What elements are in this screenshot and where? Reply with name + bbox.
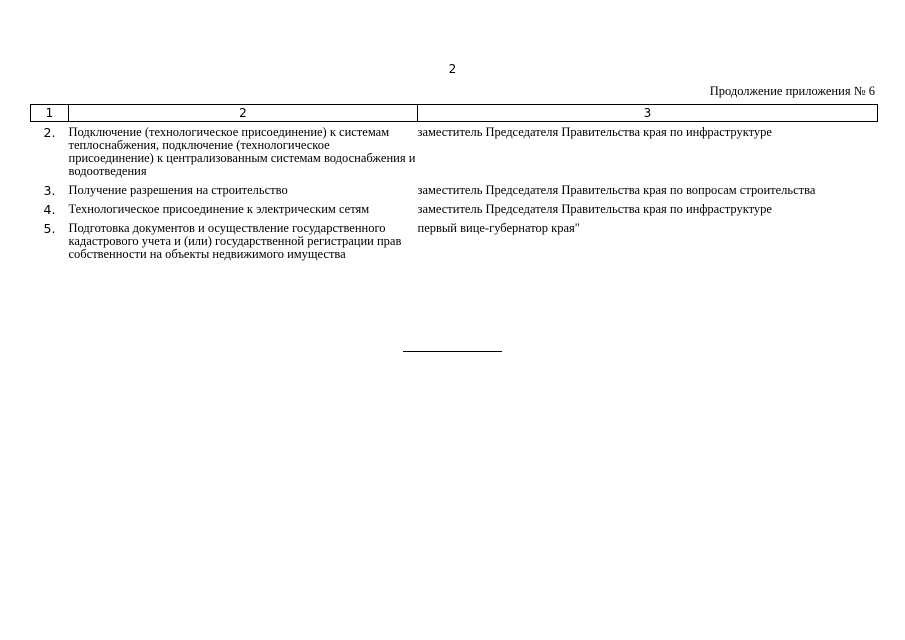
responsible-official: первый вице-губернатор края"	[417, 221, 580, 235]
responsible-official: заместитель Председателя Правительства края по вопросам строительства	[417, 183, 816, 197]
header-col-3: 3	[418, 105, 878, 122]
table-row	[31, 222, 878, 267]
service-name: Подключение (технологическое присоединение) к системам теплоснабжения, подключение (технологическое присоединение) к централизованным системам водоснабжения и водоотведения	[68, 125, 416, 178]
service-name: Технологическое присоединение к электрическим сетям	[68, 202, 370, 216]
header-col-2: 2	[69, 105, 418, 122]
responsible-official: заместитель Председателя Правительства края по инфраструктуре	[417, 125, 772, 139]
appendix-continuation-note: Продолжение приложения № 6	[709, 84, 875, 98]
header-col-1: 1	[31, 105, 69, 122]
service-name: Получение разрешения на строительство	[68, 183, 288, 197]
page-number: 2	[448, 62, 457, 76]
row-number: 3.	[43, 183, 56, 198]
header-row	[31, 105, 878, 122]
table-row	[31, 184, 878, 203]
end-of-document-line	[403, 351, 502, 352]
responsible-official: заместитель Председателя Правительства края по инфраструктуре	[417, 202, 772, 216]
table-row	[31, 203, 878, 222]
row-number: 2.	[43, 125, 56, 140]
service-name: Подготовка документов и осуществление государственного кадастрового учета и (или) государственной регистрации прав собственности на объекты недвижимого имущества	[68, 221, 402, 261]
responsibility-table	[30, 104, 878, 267]
table-row	[31, 122, 878, 185]
row-number: 4.	[43, 202, 56, 217]
row-number: 5.	[43, 221, 56, 236]
